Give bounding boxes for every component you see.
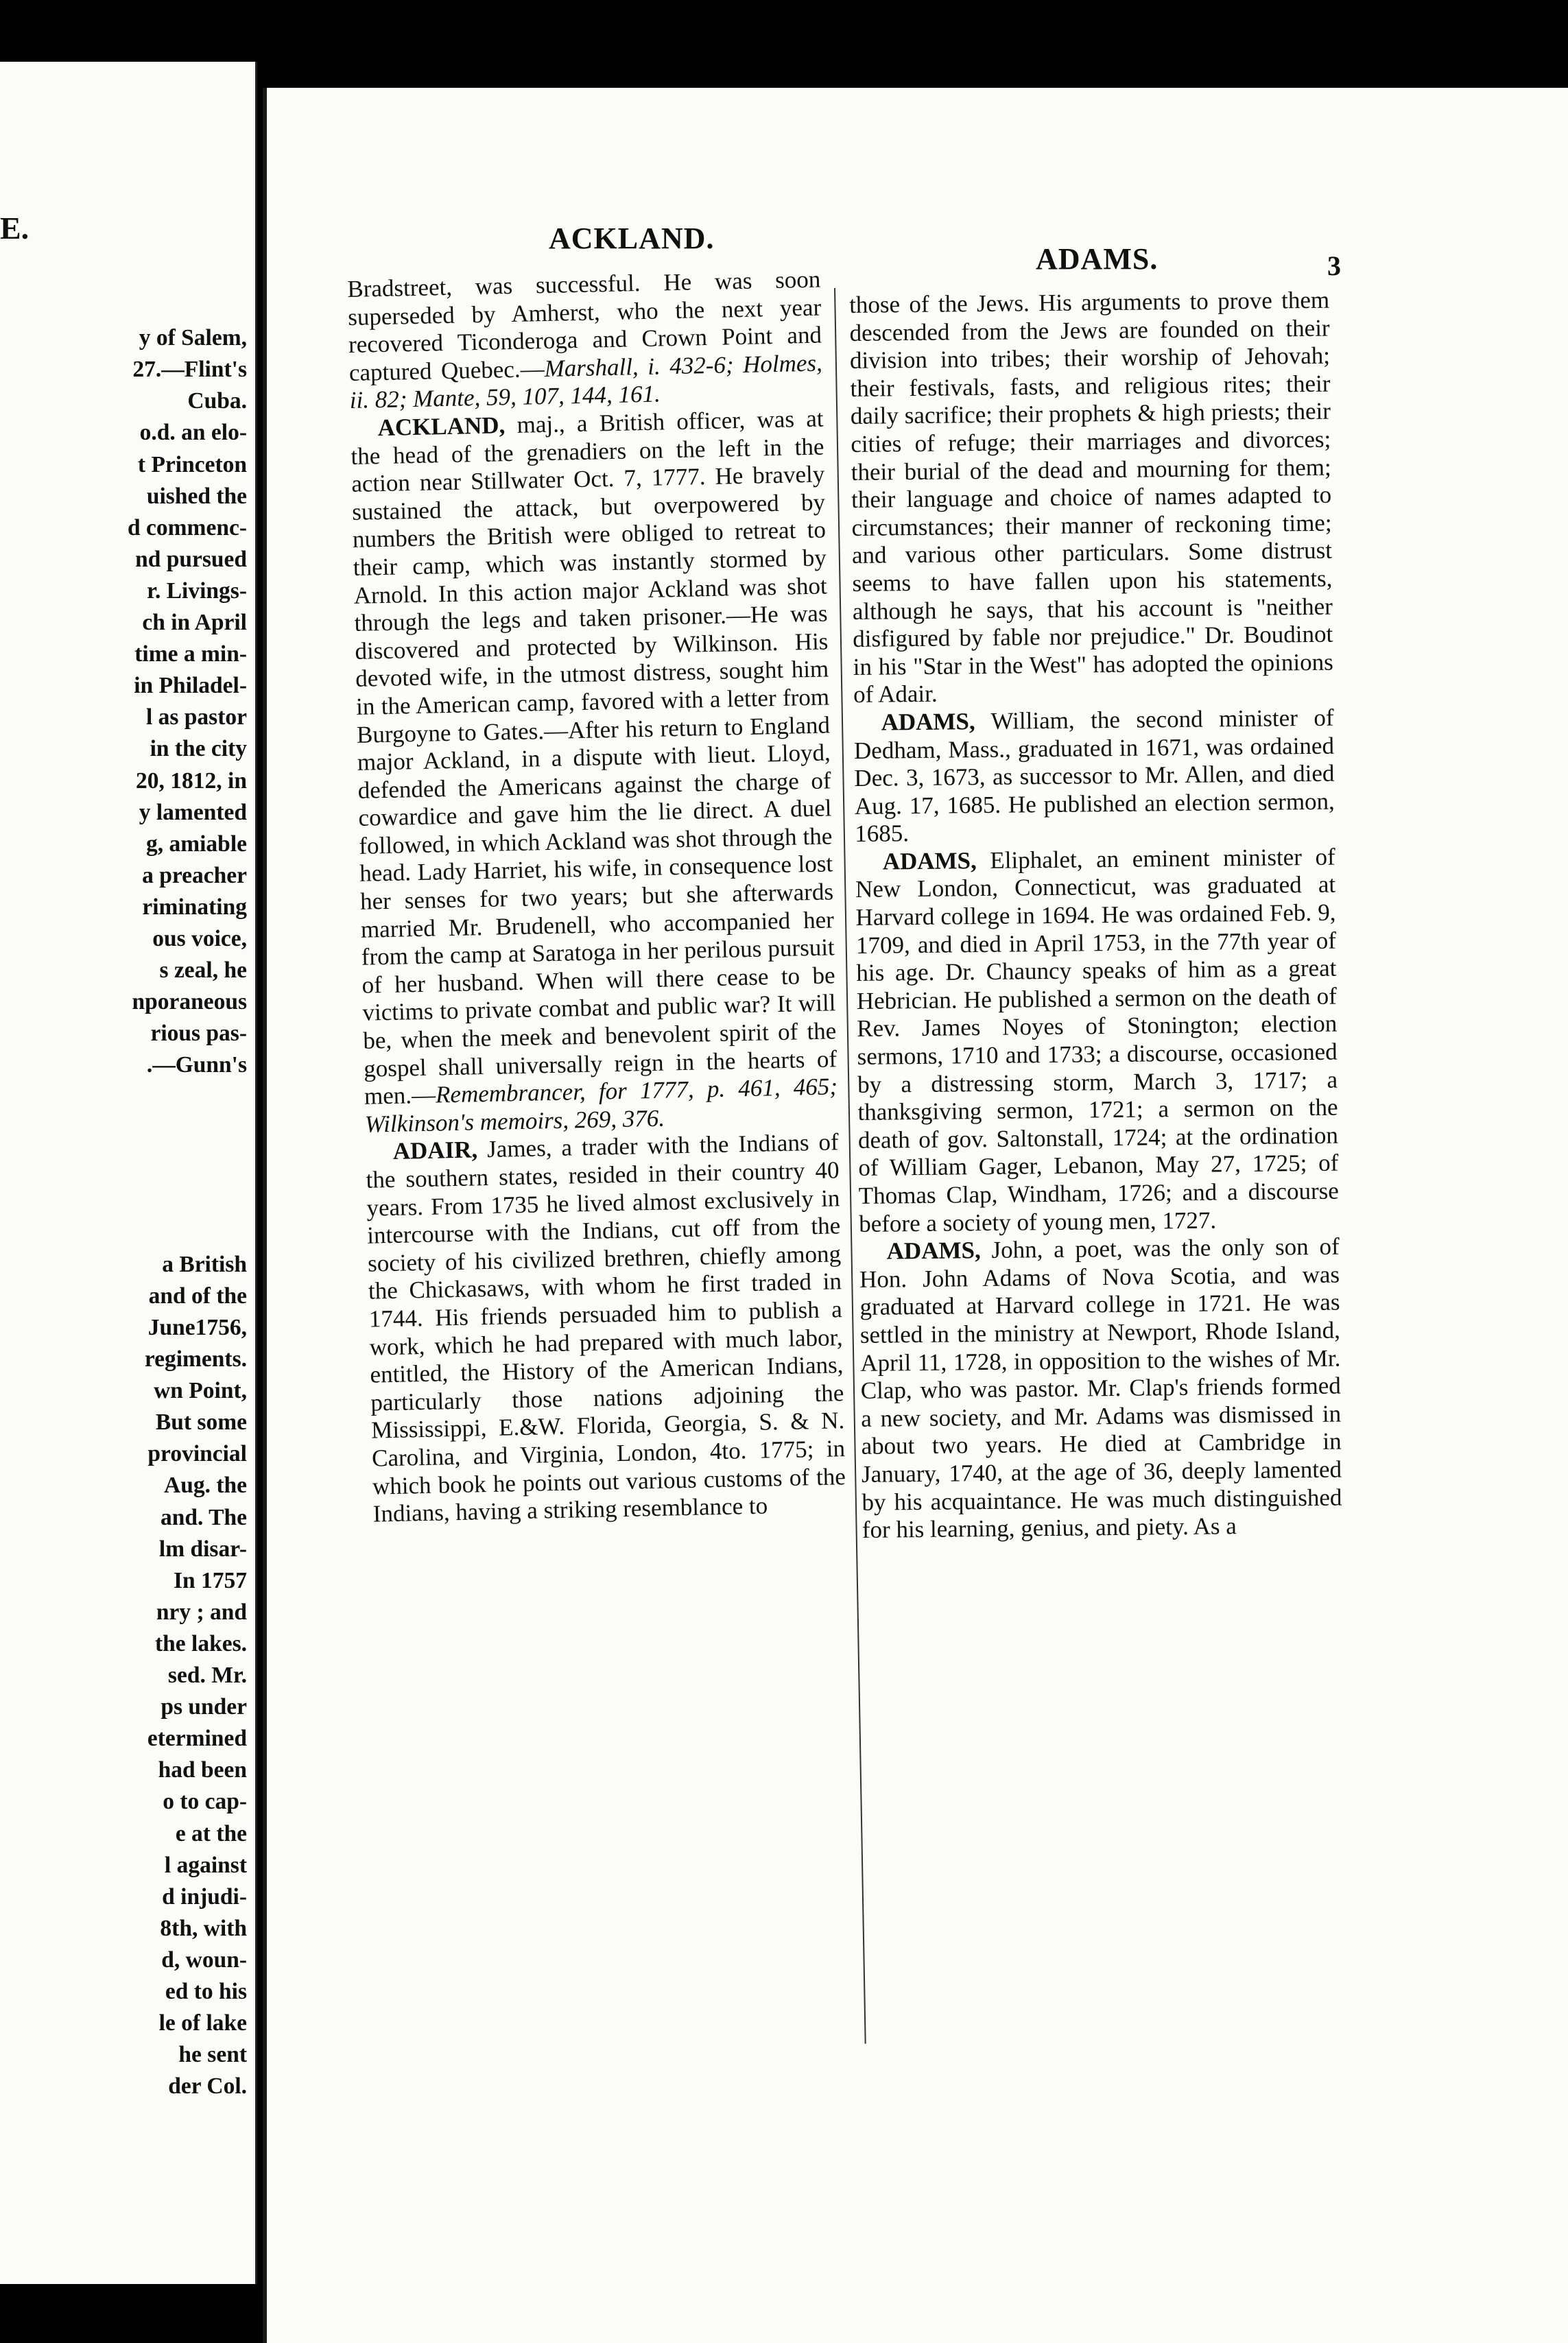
- facing-page-line: rious pas-: [150, 1021, 247, 1047]
- facing-page-header-letter: E.: [0, 211, 29, 246]
- facing-page-line: y of Salem,: [139, 325, 247, 351]
- entry-headword: ADAMS,: [886, 1237, 981, 1265]
- entry-headword: ADAIR,: [392, 1136, 478, 1165]
- facing-page-line: l against: [164, 1852, 247, 1878]
- entry-headword: ACKLAND,: [377, 412, 506, 442]
- entry-text: maj., a British officer, was at the head of the grenadiers on the left in the action near Stillwater Oct. 7, 1777. He bravely sustained the attack, but overpowered by numbers the British were obliged to retreat to their camp, which was instantly stormed by Arnold. In this action major Ackland was shot through the legs and taken prisoner.—He was discovered and protected by Wilkinson. His devoted wife, in the utmost distress, sought him in the American camp, favored with a letter from Burgoyne to Gates.—After his return to England major Ackland, in a dispute with lieut. Lloyd, defended the Americans against the charge of cowardice and gave him the lie direct. A duel followed, in which Ackland was shot through the head. Lady Harriet, his wife, in consequence lost her senses for two years; but she afterwards married Mr. Brudenell, who accompanied her from the camp at Saratoga in her perilous pursuit of her husband. When will there cease to be victims to private combat and public war? It will be, when the meek and benevolent spirit of the gospel shall universally reign in the hearts of men.—: [351, 405, 838, 1110]
- facing-page-line: 27.—Flint's: [132, 357, 247, 383]
- facing-page-line: l as pastor: [145, 704, 247, 730]
- facing-page-line: etermined: [147, 1726, 247, 1752]
- entry-headword: ADAMS,: [882, 846, 977, 875]
- facing-page-line: and of the: [148, 1283, 247, 1309]
- entry-reference: Remembrancer, for 1777, p. 461, 465; Wilkinson's memoirs, 269, 376.: [364, 1073, 838, 1138]
- facing-page-line: he sent: [178, 2042, 247, 2068]
- text-column-right: [849, 287, 1342, 1545]
- facing-page-line: a British: [162, 1251, 247, 1277]
- biography-entry: [855, 844, 1340, 1239]
- facing-page-line: Aug. the: [164, 1473, 247, 1499]
- facing-page-line: a preacher: [142, 862, 247, 888]
- running-head-right: ADAMS.: [1036, 242, 1159, 276]
- facing-page-line: in the city: [150, 736, 247, 762]
- facing-page-line: 20, 1812, in: [136, 768, 247, 794]
- biography-entry: [849, 287, 1333, 709]
- entry-text: William, the second minister of Dedham, Mass., graduated in 1671, was ordained Dec. 3, 1673, as successor to Mr. Allen, and died Aug. 17, 1685. He published an election sermon, 1685.: [853, 704, 1335, 848]
- facing-page-line: r. Livings-: [147, 578, 247, 604]
- facing-page-line: Cuba.: [187, 388, 247, 414]
- facing-page-line: 8th, with: [160, 1915, 247, 1941]
- biography-entry: [365, 1129, 846, 1529]
- facing-page-line: lm disar-: [158, 1536, 247, 1562]
- entry-text: those of the Jews. His arguments to prove them descended from the Jews are founded on their division into tribes; their worship of Jehovah; their festivals, fasts, and religious rites; their daily sacrifice; their prophets & high priests; their cities of refuge; their marriages and divorces; their burial of the dead and mourning for them; their language and choice of names adapted to circumstances; their manner of reckoning time; and various other particulars. Some distrust seems to have fallen upon his statements, although he says, that his account is "neither disfigured by fable nor prejudice." Dr. Boudinot in his "Star in the West" has adopted the opinions of Adair.: [849, 286, 1333, 709]
- text-column-left: [347, 266, 846, 1529]
- facing-page-line: had been: [158, 1757, 247, 1783]
- facing-page-line: der Col.: [168, 2073, 247, 2100]
- facing-page-line: ps under: [161, 1694, 247, 1720]
- entry-headword: ADAMS,: [881, 708, 975, 736]
- facing-page-line: d injudi-: [162, 1883, 247, 1910]
- biography-entry: [859, 1233, 1342, 1545]
- facing-page-line: ed to his: [165, 1978, 247, 2004]
- facing-page-line: g, amiable: [145, 831, 247, 857]
- running-head-left: ACKLAND.: [549, 222, 715, 255]
- facing-page-line: provincial: [147, 1441, 247, 1467]
- facing-page-line: In 1757: [173, 1567, 247, 1593]
- facing-page-line: le of lake: [158, 2010, 247, 2036]
- page-number: 3: [1327, 250, 1342, 281]
- facing-page-text: [14, 259, 247, 2166]
- facing-page-line: d, woun-: [161, 1947, 247, 1973]
- facing-page-line: But some: [155, 1410, 247, 1436]
- facing-page-line: o.d. an elo-: [139, 420, 247, 446]
- facing-page-line: wn Point,: [154, 1378, 247, 1404]
- biography-entry: [350, 405, 838, 1139]
- facing-page-line: s zeal, he: [159, 958, 247, 984]
- facing-page-line: t Princeton: [137, 451, 247, 477]
- entry-text: John, a poet, was the only son of Hon. John Adams of Nova Scotia, and was graduated at Harvard college in 1721. He was settled in the ministry at Newport, Rhode Island, April 11, 1728, in opposition to the wishes of Mr. Clap, who was pastor. Mr. Clap's friends formed a new society, and Mr. Adams was dismissed in about two years. He died at Cambridge in January, 1740, at the age of 36, deeply lamented by his acquaintance. He was much distinguished for his learning, genius, and piety. As a: [859, 1233, 1342, 1544]
- facing-page-line: and. The: [160, 1504, 247, 1530]
- biography-entry: [853, 704, 1335, 848]
- facing-page-line: nd pursued: [135, 546, 247, 572]
- facing-page-line: uished the: [146, 483, 247, 509]
- entry-text: Bradstreet, was successful. He was soon superseded by Amherst, who the next year recovered Ticonderoga and Crown Point and captured Quebec.—: [347, 265, 822, 386]
- biography-entry: [347, 266, 823, 415]
- entry-text: James, a trader with the Indians of the southern states, resided in their country 40 years. From 1735 he lived almost exclusively in intercourse with the Indians, cut off from the society of his civilized brethren, chiefly among the Chickasaws, with whom he first traded in 1744. His friends persuaded him to publish a work, which he had prepared with much labor, entitled, the History of the American Indians, particularly those nations adjoining the Mississippi, E.&W. Florida, Georgia, S. & N. Carolina, and Virginia, London, 4to. 1775; in which book he points out various customs of the Indians, having a striking resemblance to: [366, 1128, 846, 1527]
- facing-page-line: regiments.: [144, 1346, 247, 1372]
- facing-page-line: e at the: [175, 1820, 247, 1846]
- facing-page-line: riminating: [142, 894, 247, 920]
- facing-page-line: sed. Mr.: [167, 1663, 247, 1689]
- facing-page-line: o to cap-: [163, 1789, 247, 1815]
- facing-page-fragment: [0, 62, 257, 2284]
- facing-page-line: June1756,: [147, 1315, 247, 1340]
- facing-page-line: time a min-: [134, 641, 247, 667]
- facing-page-line: d commenc-: [128, 514, 247, 540]
- facing-page-line: nporaneous: [132, 989, 247, 1015]
- entry-reference: Marshall, i. 432-6; Holmes, ii. 82; Mante, 59, 107, 144, 161.: [349, 349, 823, 414]
- facing-page-line: y lamented: [139, 799, 247, 825]
- facing-page-line: nry ; and: [156, 1599, 247, 1625]
- facing-page-line: the lakes.: [155, 1630, 247, 1656]
- facing-page-line: in Philadel-: [134, 673, 247, 699]
- facing-page-line: ch in April: [142, 610, 247, 636]
- entry-text: Eliphalet, an eminent minister of New London, Connecticut, was graduated at Harvard college in 1694. He was ordained Feb. 9, 1709, and died in April 1753, in the 77th year of his age. Dr. Chauncy speaks of him as a great Hebrician. He published a sermon on the death of Rev. James Noyes of Stonington; election sermons, 1710 and 1733; a discourse, occasioned by a distressing storm, March 3, 1717; a thanksgiving sermon, 1721; a sermon on the death of gov. Saltonstall, 1724; at the ordination of William Gager, Lebanon, May 27, 1725; of Thomas Clap, Windham, 1726; and a discourse before a society of young men, 1727.: [855, 843, 1339, 1237]
- facing-page-line: .—Gunn's: [146, 1052, 247, 1078]
- facing-page-line: ous voice,: [152, 925, 247, 951]
